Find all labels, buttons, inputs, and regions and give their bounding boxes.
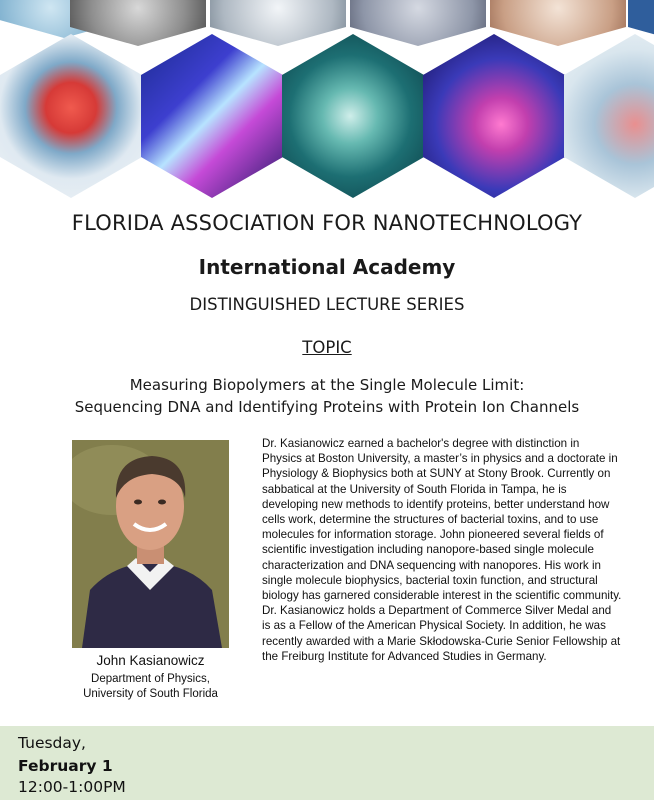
speaker-bio: Dr. Kasianowicz earned a bachelor's degree with distinction in Physics at Boston University, a master’s in physics and a doctorate in Physiology & Biophysics both at SUNY at Stony Brook. Currently on sabbatical at the University of South Florida in Tampa, he is developing new methods to identify proteins, better understand how cells work, determine the structures of bacterial toxins, and to use molecules for information storage. John pioneered several fields of scientific investigation including nanopore-based single molecule characterization and DNA sequencing with nanopores. His work in single molecule biophysics, bacterial toxin function, and structural biology has garnered considerable interest in the scientific community. Dr. Kasianowicz holds a Department of Commerce Silver Medal and is as a Fellow of the American Physical Society. In addition, he was recently awarded with a Marie Skłodowska-Curie Senior Fellowship at the Freiburg Institute for Advanced Studies in Germany. [262,437,622,663]
speaker-university: University of South Florida [83,688,218,700]
speaker-department: Department of Physics, [91,673,210,685]
topic-heading-text: TOPIC [302,338,352,357]
hex-image-bacterium [282,34,424,198]
speaker-affiliation [60,672,241,702]
hex-image-virus-particle [0,34,142,198]
academy-title: International Academy [198,255,456,279]
topic-heading [0,338,654,357]
speaker-name: John Kasianowicz [96,653,205,668]
speaker-photo [72,440,229,648]
lecture-title-line-2: Sequencing DNA and Identifying Proteins with Protein Ion Channels [74,398,580,416]
hex-image-molecule-chain [210,0,346,46]
hex-image-fullerene [70,0,206,46]
lecture-title-line-1: Measuring Biopolymers at the Single Molecule Limit: [129,376,525,394]
hex-image-crystal-lattice [350,0,486,46]
hex-image-network-nodes [564,34,654,198]
series-title: DISTINGUISHED LECTURE SERIES [189,295,465,314]
event-day: Tuesday, [18,734,86,752]
organization-title: FLORIDA ASSOCIATION FOR NANOTECHNOLOGY [71,211,583,235]
speaker-portrait-illustration [72,440,229,648]
event-date: February 1 [18,757,113,775]
hexagon-image-banner [0,0,654,200]
lecture-title [0,374,654,418]
hex-image-neuron-fibers [490,0,626,46]
hex-image-dna-helix [141,34,283,198]
event-time: 12:00-1:00PM [18,778,126,796]
hex-image-molecular-structure [423,34,565,198]
